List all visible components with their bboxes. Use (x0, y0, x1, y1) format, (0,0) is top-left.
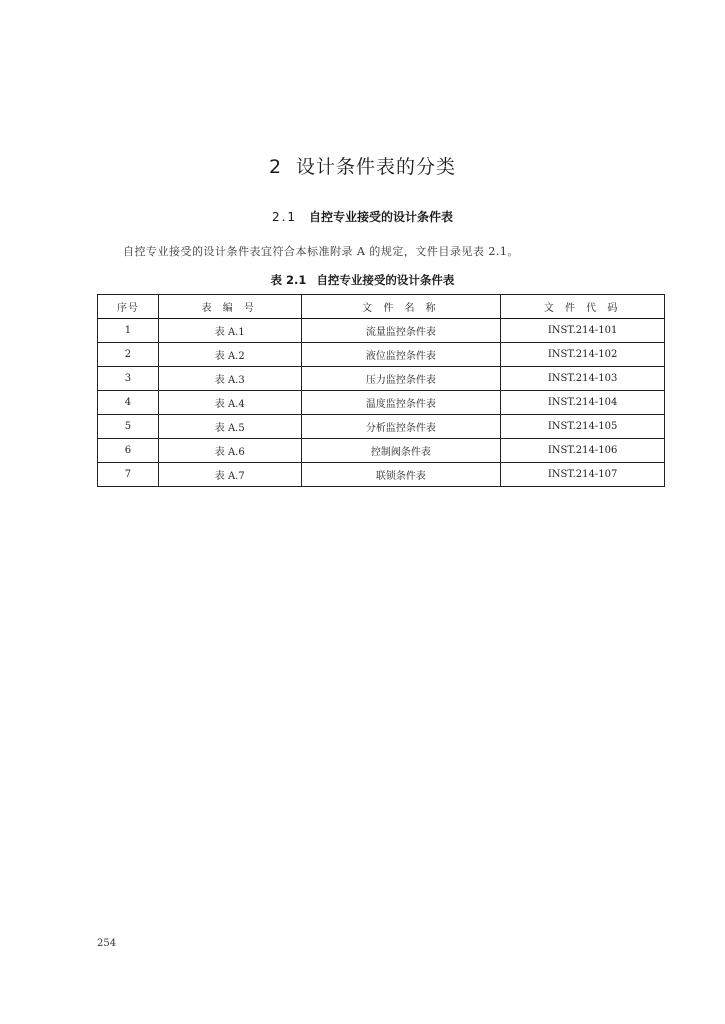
table-header-row (98, 295, 665, 319)
cell-table-number: 表 A.6 (158, 439, 301, 463)
table-row (98, 319, 665, 343)
table-row (98, 463, 665, 487)
cell-seq: 4 (98, 391, 159, 415)
cell-file-code: INST.214-104 (501, 391, 665, 415)
cell-table-number: 表 A.1 (158, 319, 301, 343)
table-caption-number: 表 2.1 (270, 273, 307, 287)
cell-table-number: 表 A.2 (158, 343, 301, 367)
chapter-title (0, 152, 725, 179)
header-file-name: 文 件 名 称 (301, 295, 501, 319)
cell-file-name: 分析监控条件表 (301, 415, 501, 439)
table-row (98, 343, 665, 367)
page-number: 254 (97, 938, 117, 949)
cell-file-code: INST.214-107 (501, 463, 665, 487)
cell-table-number: 表 A.5 (158, 415, 301, 439)
table-row (98, 415, 665, 439)
cell-seq: 3 (98, 367, 159, 391)
cell-file-code: INST.214-102 (501, 343, 665, 367)
table-row (98, 439, 665, 463)
cell-file-name: 联锁条件表 (301, 463, 501, 487)
cell-file-code: INST.214-103 (501, 367, 665, 391)
chapter-number: 2 (268, 156, 283, 178)
cell-file-code: INST.214-106 (501, 439, 665, 463)
cell-file-code: INST.214-101 (501, 319, 665, 343)
body-paragraph: 自控专业接受的设计条件表宜符合本标准附录 A 的规定，文件目录见表 2.1。 (123, 245, 519, 258)
cell-seq: 7 (98, 463, 159, 487)
cell-file-name: 压力监控条件表 (301, 367, 501, 391)
cell-seq: 2 (98, 343, 159, 367)
header-table-number: 表 编 号 (158, 295, 301, 319)
section-title-text: 自控专业接受的设计条件表 (309, 210, 454, 224)
cell-file-name: 流量监控条件表 (301, 319, 501, 343)
table-caption (0, 272, 725, 288)
cell-table-number: 表 A.7 (158, 463, 301, 487)
cell-table-number: 表 A.4 (158, 391, 301, 415)
table-row (98, 391, 665, 415)
cell-file-name: 温度监控条件表 (301, 391, 501, 415)
cell-seq: 1 (98, 319, 159, 343)
cell-table-number: 表 A.3 (158, 367, 301, 391)
cell-file-name: 液位监控条件表 (301, 343, 501, 367)
header-file-code: 文 件 代 码 (501, 295, 665, 319)
table-row (98, 367, 665, 391)
section-number: 2.1 (271, 210, 298, 224)
cell-file-code: INST.214-105 (501, 415, 665, 439)
condition-table (97, 294, 665, 487)
cell-seq: 6 (98, 439, 159, 463)
table-caption-title: 自控专业接受的设计条件表 (316, 273, 455, 287)
cell-seq: 5 (98, 415, 159, 439)
cell-file-name: 控制阀条件表 (301, 439, 501, 463)
chapter-title-text: 设计条件表的分类 (296, 156, 457, 178)
section-title (0, 208, 725, 225)
header-seq: 序号 (98, 295, 159, 319)
